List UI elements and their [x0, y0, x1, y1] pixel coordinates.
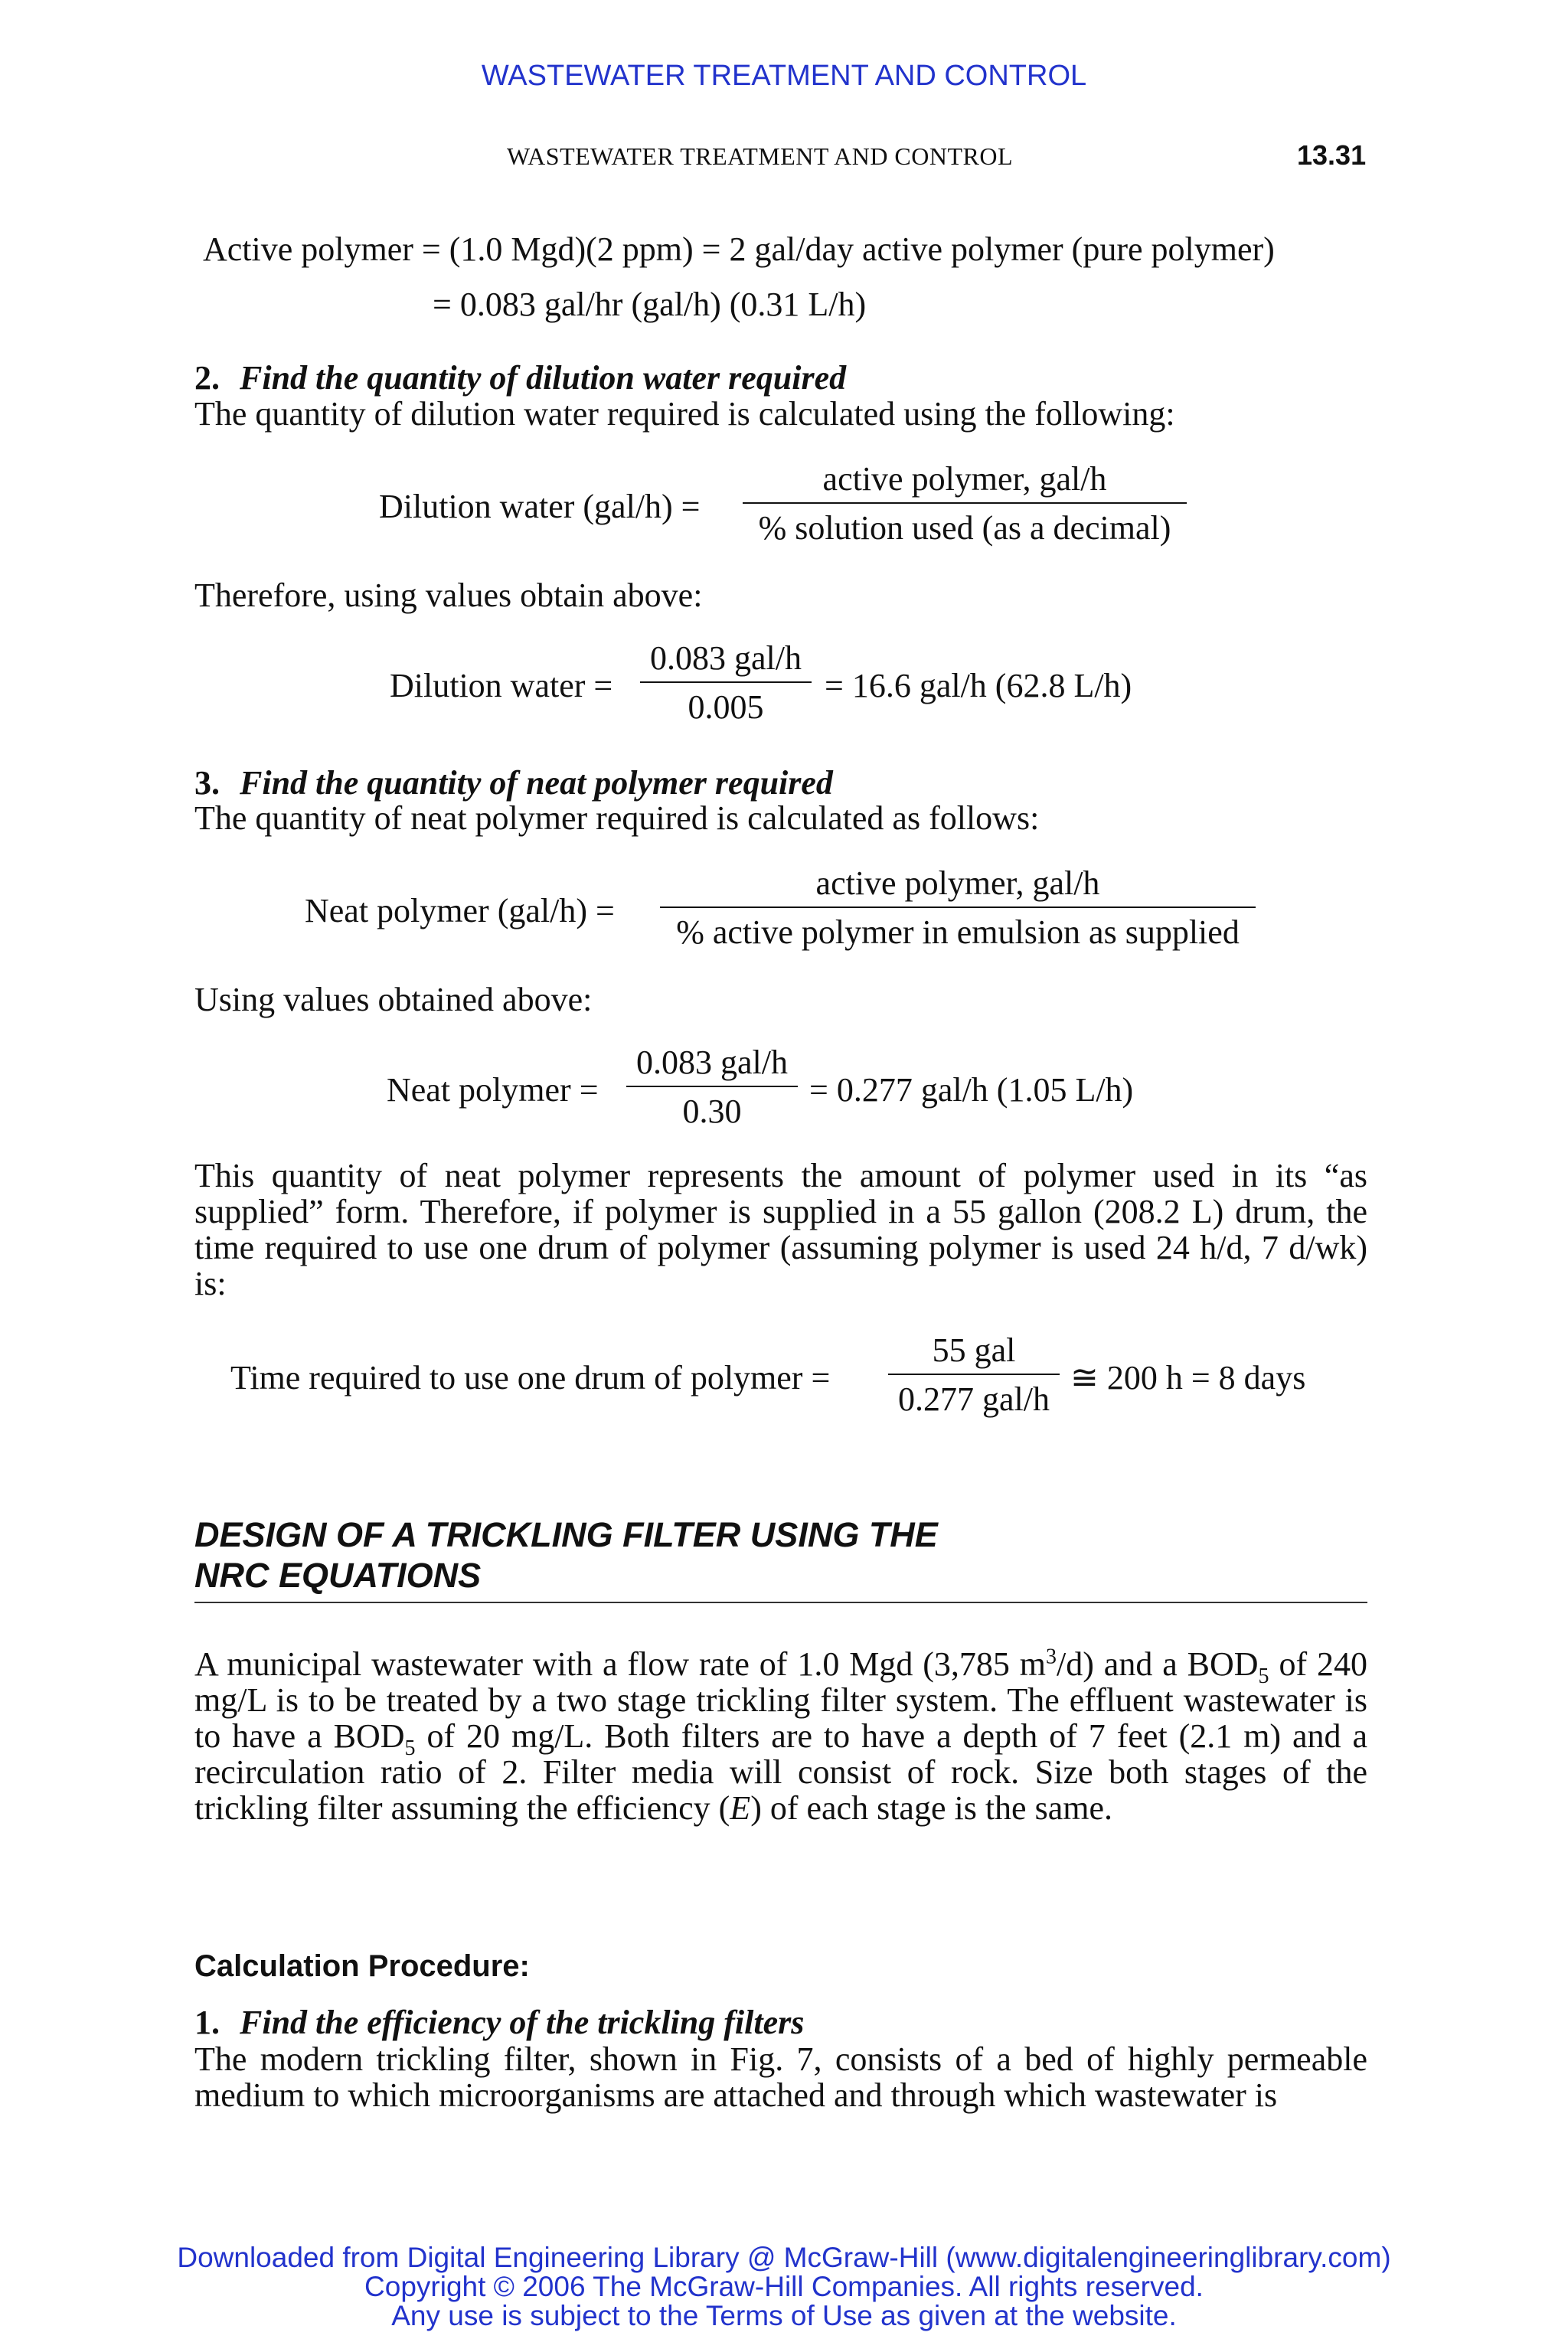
step-3-number: 3.	[194, 764, 220, 802]
section-heading-line1: DESIGN OF A TRICKLING FILTER USING THE	[194, 1515, 938, 1554]
calc-step-1-heading	[194, 2006, 804, 2040]
top-link[interactable]: WASTEWATER TREATMENT AND CONTROL	[481, 60, 1087, 92]
neat-calc-lhs: Neat polymer =	[387, 1071, 599, 1109]
dilution-formula-fraction	[743, 462, 1187, 545]
active-polymer-line2: = 0.083 gal/hr (gal/h) (0.31 L/h)	[433, 286, 867, 323]
dilution-calc-numerator: 0.083 gal/h	[650, 639, 802, 677]
dilution-formula-numerator: active polymer, gal/h	[822, 460, 1107, 498]
footer	[0, 2243, 1568, 2331]
footer-line1[interactable]: Downloaded from Digital Engineering Library @ McGraw-Hill (www.digitalengineeringlibrary.com)	[177, 2242, 1391, 2273]
section-divider	[194, 1602, 1367, 1603]
step-3-heading	[194, 766, 833, 800]
neat-formula-fraction	[660, 864, 1256, 951]
step-3-intro: The quantity of neat polymer required is calculated as follows:	[194, 799, 1040, 837]
section-heading	[194, 1514, 1190, 1596]
neat-formula-denominator: % active polymer in emulsion as supplied	[676, 913, 1240, 951]
neat-formula-lhs: Neat polymer (gal/h) =	[305, 892, 615, 929]
time-calc-fraction	[888, 1331, 1060, 1418]
step-2-heading	[194, 361, 846, 395]
using-values-text: Using values obtained above:	[194, 981, 593, 1018]
neat-calc-result: = 0.277 gal/h (1.05 L/h)	[809, 1071, 1134, 1109]
dilution-calc-denominator: 0.005	[688, 688, 764, 726]
time-calc-numerator: 55 gal	[932, 1331, 1016, 1369]
time-calc-lhs: Time required to use one drum of polymer =	[230, 1359, 831, 1396]
neat-calc-denominator: 0.30	[682, 1093, 742, 1130]
step-2-intro: The quantity of dilution water required is calculated using the following:	[194, 395, 1175, 433]
problem-statement: A municipal wastewater with a flow rate of 1.0 Mgd (3,785 $m^3/d$) and a $BOD_5$ of 240 mg/L is to be treated by a two stage trickling filter system. The effluent wastewater is to have a $BOD_5$ of 20 mg/L. Both filters are to have a depth of 7 feet (2.1 m) and a recirculation ratio of 2. Filter media will consist of rock. Size both stages of the trickling filter assuming the efficiency (E) of each stage is the same.	[194, 1645, 1367, 1827]
active-polymer-line1: Active polymer = (1.0 Mgd)(2 ppm) = 2 gal/day active polymer (pure polymer)	[203, 230, 1275, 268]
dilution-calc-lhs: Dilution water =	[390, 667, 613, 704]
running-head: WASTEWATER TREATMENT AND CONTROL	[507, 142, 1014, 170]
dilution-formula-denominator: % solution used (as a decimal)	[758, 509, 1171, 547]
step-2-number: 2.	[194, 359, 220, 397]
neat-calc-numerator: 0.083 gal/h	[636, 1044, 788, 1081]
page-number: 13.31	[1297, 139, 1367, 171]
neat-polymer-paragraph: This quantity of neat polymer represents the amount of polymer used in its “as supplied” form. Therefore, if polymer is supplied in a 55 gallon (208.2 L) drum, the time required to use one drum of polymer (assuming polymer is used 24 h/d, 7 d/wk) is:	[194, 1157, 1367, 1302]
calc-step-1-text: The modern trickling filter, shown in Fig. 7, consists of a bed of highly permeable medium to which microorganisms are attached and through which wastewater is	[194, 2040, 1367, 2114]
dilution-calc-result: = 16.6 gal/h (62.8 L/h)	[825, 667, 1132, 704]
time-calc-denominator: 0.277 gal/h	[898, 1380, 1050, 1418]
therefore-text: Therefore, using values obtain above:	[194, 577, 703, 614]
section-heading-line2: NRC EQUATIONS	[194, 1556, 482, 1595]
calc-step-1-number: 1.	[194, 2004, 220, 2041]
neat-calc-fraction	[626, 1046, 798, 1129]
step-3-title: Find the quantity of neat polymer required	[240, 764, 833, 802]
footer-line2: Copyright © 2006 The McGraw-Hill Companies. All rights reserved.	[364, 2271, 1204, 2302]
footer-line3[interactable]: Any use is subject to the Terms of Use as given at the website.	[391, 2300, 1177, 2331]
time-calc-result: ≅ 200 h = 8 days	[1070, 1359, 1306, 1396]
step-2-title: Find the quantity of dilution water required	[240, 359, 847, 397]
neat-formula-numerator: active polymer, gal/h	[815, 864, 1100, 902]
calc-step-1-title: Find the efficiency of the trickling filters	[240, 2004, 805, 2041]
dilution-formula-lhs: Dilution water (gal/h) =	[379, 488, 701, 525]
calculation-procedure-heading: Calculation Procedure:	[194, 1949, 530, 1983]
dilution-calc-fraction	[640, 639, 812, 726]
